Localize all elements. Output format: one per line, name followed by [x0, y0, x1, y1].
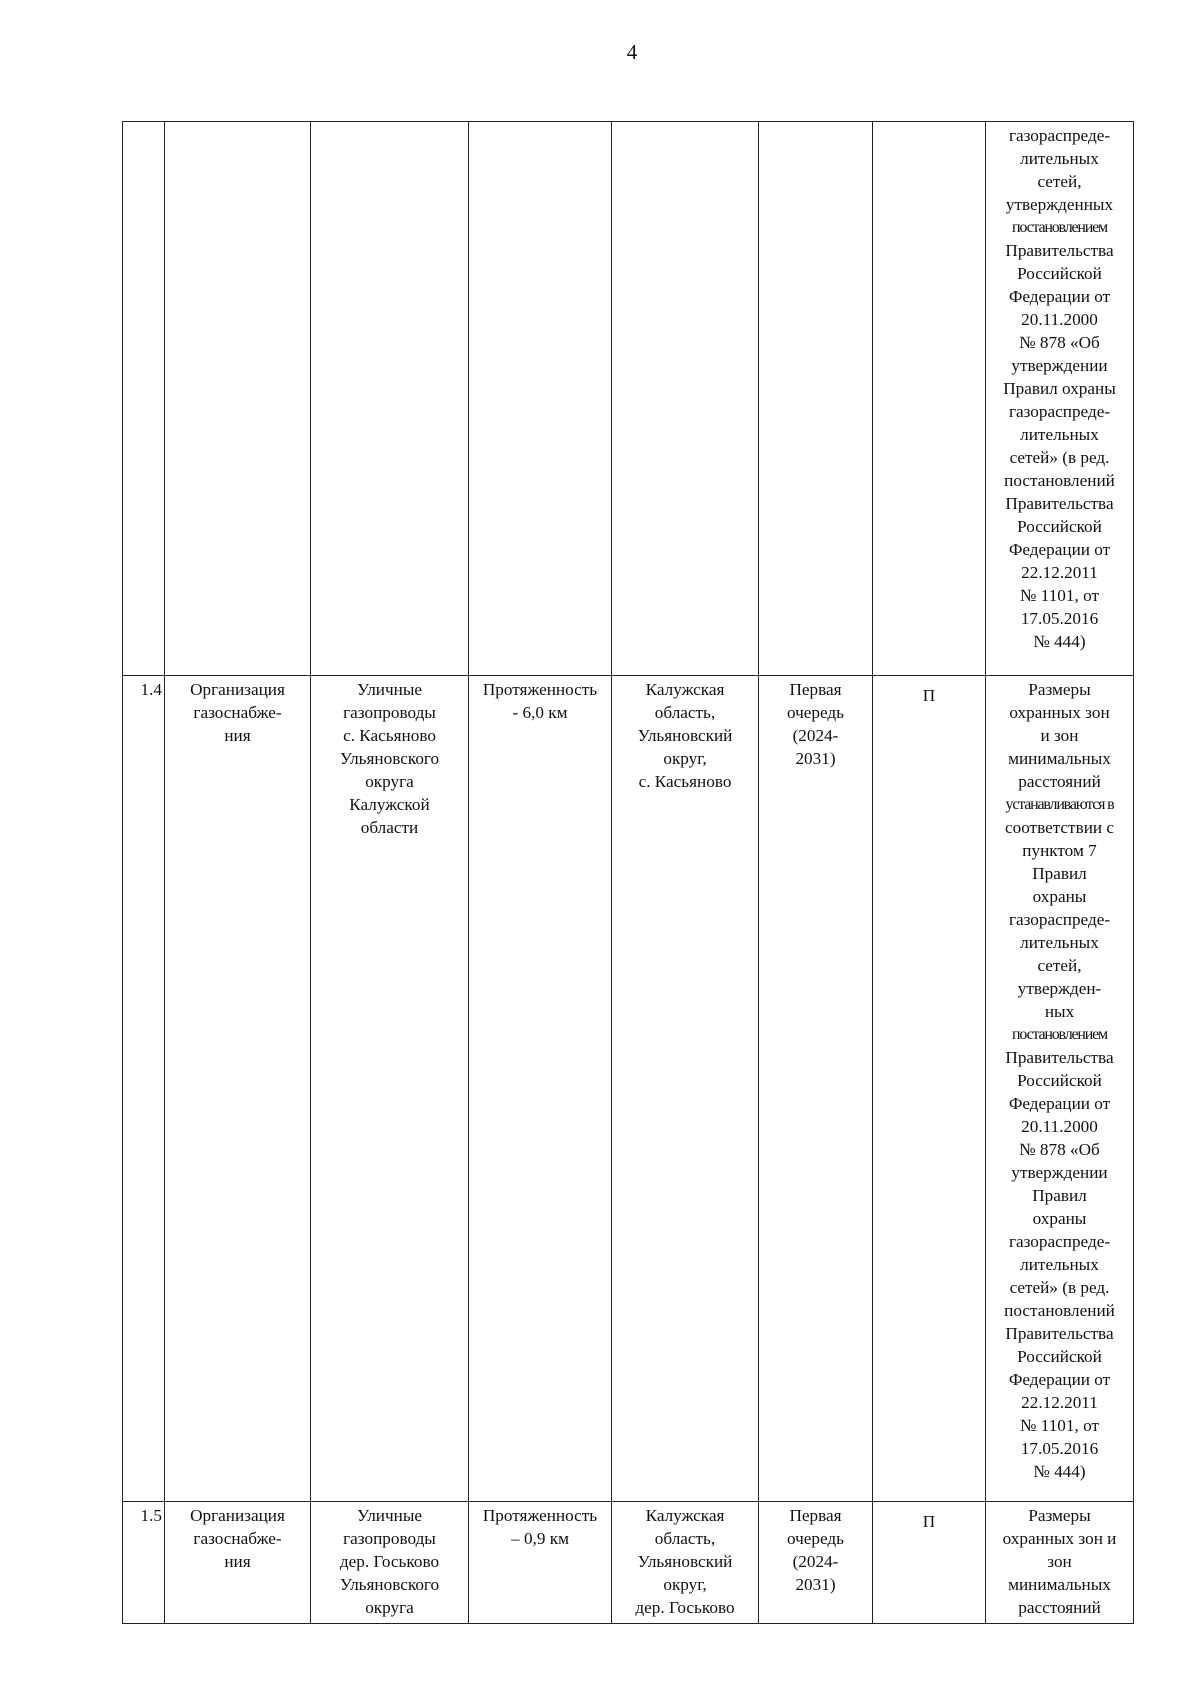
cell-line: Ульяновского — [339, 1575, 440, 1594]
cell-line: – 0,9 км — [511, 1529, 569, 1548]
cell-line: Первая — [789, 1506, 842, 1525]
cell-line: утвержден- — [1017, 979, 1102, 998]
cell-line: 2031) — [795, 1575, 836, 1594]
cell-line: № 444) — [1033, 1462, 1086, 1481]
cell-line: область, — [654, 1529, 716, 1548]
cell-line: Организация — [190, 1506, 285, 1525]
cell-line: с. Касьяново — [343, 726, 436, 745]
cell-line: № 1101, от — [1020, 586, 1099, 605]
cell-line: Федерации от — [1008, 1094, 1111, 1113]
cell-object — [311, 122, 469, 676]
cell-object — [311, 1502, 469, 1624]
cell-line: 2031) — [795, 749, 836, 768]
cell-line: округ, — [663, 1575, 707, 1594]
cell-line: с. Касьяново — [638, 772, 732, 791]
cell-line: очередь — [786, 703, 844, 722]
cell-line: Размеры — [1028, 680, 1091, 699]
cell-line: газораспреде- — [1008, 402, 1111, 421]
cell-line: Правительства — [1005, 1048, 1114, 1067]
cell-line: Правительства — [1005, 1324, 1114, 1343]
cell-line: № 878 «Об — [1019, 333, 1100, 352]
cell-line: - 6,0 км — [512, 703, 568, 722]
cell-line: (2024- — [792, 726, 839, 745]
cell-line: зон — [1047, 1552, 1072, 1571]
cell-location — [612, 1502, 759, 1624]
cell-line: минимальных — [1008, 749, 1111, 768]
cell-status: П — [873, 676, 986, 1502]
cell-line: пунктом 7 — [1022, 841, 1097, 860]
cell-line: 20.11.2000 — [1021, 310, 1098, 329]
cell-line: сетей» (в ред. — [1009, 448, 1110, 467]
cell-requirements — [986, 122, 1134, 676]
cell-line: ния — [224, 726, 251, 745]
cell-line: Российской — [1017, 264, 1102, 283]
cell-status — [873, 122, 986, 676]
cell-line: охраны — [1032, 1209, 1087, 1228]
cell-location — [612, 122, 759, 676]
cell-line: 17.05.2016 — [1020, 1439, 1099, 1458]
cell-line: постановлением — [1012, 1026, 1107, 1043]
cell-line: расстояний — [1018, 772, 1101, 791]
cell-line: 22.12.2011 — [1021, 563, 1098, 582]
cell-line: Российской — [1017, 1347, 1102, 1366]
cell-line: ных — [1044, 1002, 1075, 1021]
cell-line: утвержденных — [1005, 195, 1114, 214]
cell-line: и зон — [1040, 726, 1079, 745]
cell-line: Уличные — [356, 1506, 423, 1525]
cell-num — [123, 122, 165, 676]
cell-line: расстояний — [1018, 1598, 1101, 1617]
cell-line: области — [360, 818, 419, 837]
table-row-continuation — [123, 122, 1134, 676]
cell-line: № 444) — [1033, 632, 1086, 651]
cell-line: Федерации от — [1008, 540, 1111, 559]
cell-line: ния — [224, 1552, 251, 1571]
cell-location — [612, 676, 759, 1502]
cell-line: Протяженность — [482, 680, 598, 699]
cell-line: газораспреде- — [1008, 1232, 1111, 1251]
cell-characteristic — [469, 122, 612, 676]
cell-line: газоснабже- — [193, 703, 282, 722]
cell-stage — [759, 676, 873, 1502]
cell-line: Правительства — [1005, 241, 1114, 260]
cell-line: 22.12.2011 — [1021, 1393, 1098, 1412]
cell-line: Уличные — [356, 680, 423, 699]
cell-line: Федерации от — [1008, 287, 1111, 306]
cell-line: Ульяновского — [339, 749, 440, 768]
cell-line: утверждении — [1011, 1163, 1108, 1182]
cell-characteristic — [469, 1502, 612, 1624]
cell-line: Калужская — [645, 680, 725, 699]
cell-line: дер. Госьково — [339, 1552, 440, 1571]
cell-line: очередь — [786, 1529, 844, 1548]
cell-line: округа — [365, 1598, 414, 1617]
cell-line: Федерации от — [1008, 1370, 1111, 1389]
cell-line: Правительства — [1005, 494, 1114, 513]
cell-line: газораспреде- — [1008, 910, 1111, 929]
cell-line: Размеры — [1028, 1506, 1091, 1525]
cell-line: № 1101, от — [1020, 1416, 1099, 1435]
cell-line: соответствии с — [1004, 818, 1115, 837]
cell-line: (2024- — [792, 1552, 839, 1571]
cell-line: охранных зон — [1009, 703, 1110, 722]
cell-line: округ, — [663, 749, 707, 768]
cell-line: утверждении — [1011, 356, 1108, 375]
cell-status: П — [873, 1502, 986, 1624]
cell-line: газопроводы — [343, 1529, 436, 1548]
table-row — [123, 1502, 1134, 1624]
cell-line: № 878 «Об — [1019, 1140, 1100, 1159]
cell-line: газораспреде- — [1008, 126, 1111, 145]
cell-line: сетей, — [1037, 172, 1082, 191]
cell-line: лительных — [1020, 1255, 1099, 1274]
cell-line: Ульяновский — [637, 726, 733, 745]
cell-line: охраны — [1032, 887, 1087, 906]
planning-table — [122, 121, 1134, 1624]
cell-line: 17.05.2016 — [1020, 609, 1099, 628]
cell-line: устанавливаются в — [1005, 796, 1114, 813]
cell-line: Российской — [1017, 1071, 1102, 1090]
cell-line: Ульяновский — [637, 1552, 733, 1571]
cell-line: Первая — [789, 680, 842, 699]
cell-line: Организация — [190, 680, 285, 699]
cell-line: 20.11.2000 — [1021, 1117, 1098, 1136]
cell-line: округа — [365, 772, 414, 791]
cell-line: лительных — [1020, 425, 1099, 444]
cell-stage — [759, 1502, 873, 1624]
page-number: 4 — [626, 40, 638, 64]
cell-line: область, — [654, 703, 716, 722]
cell-line: Калужской — [349, 795, 430, 814]
cell-object — [311, 676, 469, 1502]
cell-line: сетей, — [1037, 956, 1082, 975]
cell-line: Протяженность — [482, 1506, 598, 1525]
cell-stage — [759, 122, 873, 676]
cell-line: постановлений — [1004, 1301, 1115, 1320]
cell-line: Калужская — [645, 1506, 725, 1525]
cell-requirements — [986, 1502, 1134, 1624]
cell-line: газоснабже- — [193, 1529, 282, 1548]
cell-purpose — [165, 122, 311, 676]
cell-line: лительных — [1020, 149, 1099, 168]
cell-line: постановлением — [1012, 219, 1107, 236]
cell-line: лительных — [1020, 933, 1099, 952]
cell-requirements — [986, 676, 1134, 1502]
cell-line: Российской — [1017, 517, 1102, 536]
cell-line: дер. Госьково — [635, 1598, 735, 1617]
cell-line: минимальных — [1008, 1575, 1111, 1594]
cell-num: 1.4 — [123, 676, 165, 1502]
cell-line: охранных зон и — [1002, 1529, 1117, 1548]
cell-line: Правил охраны — [1003, 379, 1116, 398]
cell-purpose — [165, 676, 311, 1502]
cell-purpose — [165, 1502, 311, 1624]
cell-line: газопроводы — [343, 703, 436, 722]
cell-line: Правил — [1032, 864, 1087, 883]
table-row — [123, 676, 1134, 1502]
cell-line: сетей» (в ред. — [1009, 1278, 1110, 1297]
cell-line: Правил — [1032, 1186, 1087, 1205]
cell-characteristic — [469, 676, 612, 1502]
cell-num: 1.5 — [123, 1502, 165, 1624]
cell-line: постановлений — [1004, 471, 1115, 490]
